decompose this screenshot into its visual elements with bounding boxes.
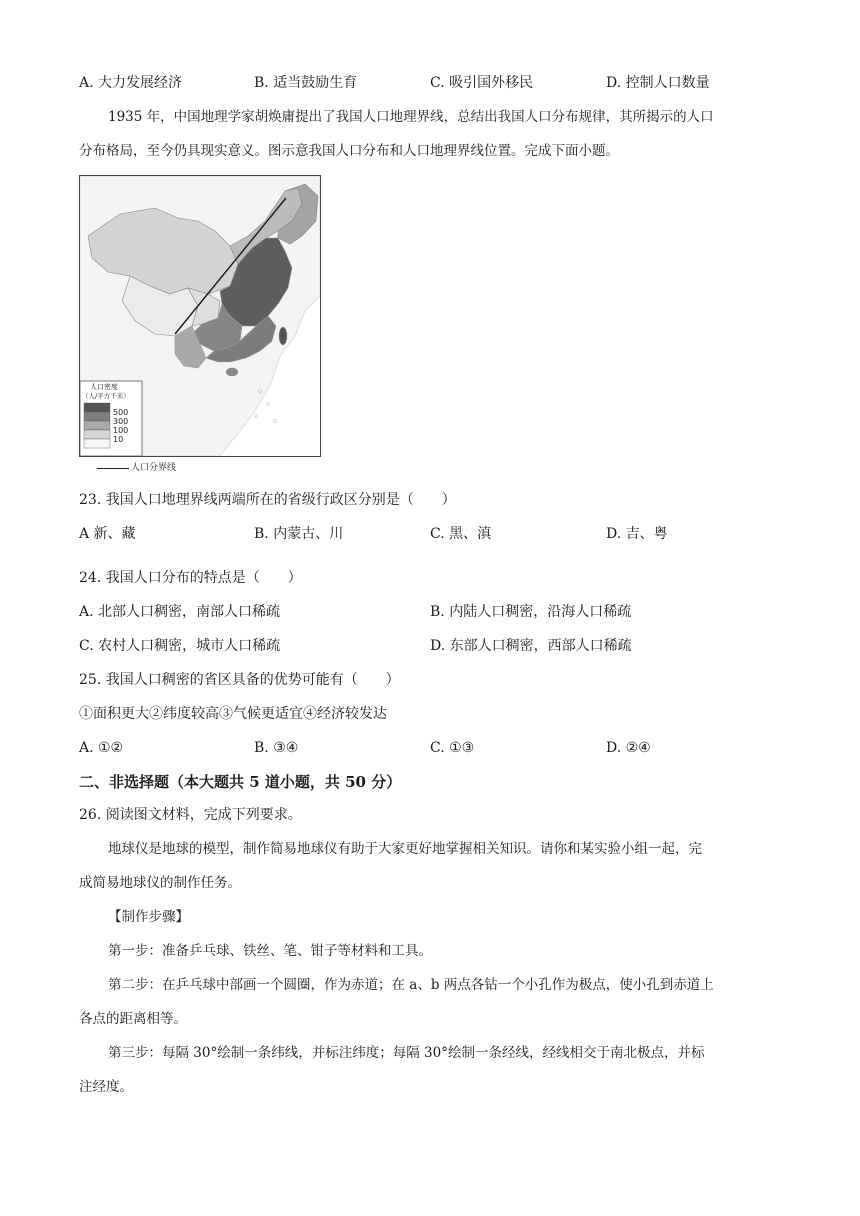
legend-swatch-3 (84, 421, 110, 430)
q26-paragraph-line-2: 成简易地球仪的制作任务。 (79, 875, 241, 891)
q24-option-c: C. 农村人口稠密，城市人口稀疏 (79, 638, 281, 654)
legend-swatch-2 (84, 412, 110, 421)
q24-option-a: A. 北部人口稠密，南部人口稀疏 (79, 604, 281, 620)
legend-swatch-4 (84, 430, 110, 439)
intro-line-1: 1935 年，中国地理学家胡焕庸提出了我国人口地理界线，总结出我国人口分布规律，其所揭示的人口 (108, 109, 714, 125)
legend-level-500: 500 (113, 408, 129, 417)
q24-option-d: D. 东部人口稠密，西部人口稀疏 (430, 638, 632, 654)
q23-option-a: A 新、藏 (79, 526, 136, 542)
legend-line-sample (97, 468, 129, 469)
q26-step-3-line-2: 注经度。 (79, 1079, 133, 1095)
q23-stem: 23. 我国人口地理界线两端所在的省级行政区分别是（ ） (79, 492, 456, 508)
legend-swatch-5 (84, 439, 110, 448)
q25-choices: ①面积更大②纬度较高③气候更适宜④经济较发达 (79, 706, 387, 722)
legend-title-2: （人/平方千米） (82, 392, 130, 400)
china-population-density-map (80, 176, 320, 456)
section2-title: 二、非选择题（本大题共 5 道小题，共 50 分） (79, 773, 402, 791)
intro-line-2: 分布格局，至今仍具现实意义。图示意我国人口分布和人口地理界线位置。完成下面小题。 (79, 143, 619, 159)
region-taiwan (279, 327, 287, 345)
q25-option-b: B. ③④ (254, 740, 299, 756)
q26-steps-title: 【制作步骤】 (108, 909, 189, 925)
q23-option-b: B. 内蒙古、川 (254, 526, 344, 542)
legend-level-100: 100 (113, 426, 129, 435)
q23-option-d: D. 吉、粤 (606, 526, 668, 542)
region-hainan (226, 368, 238, 376)
q25-option-d: D. ②④ (606, 740, 651, 756)
q26-step-2-line-1: 第二步：在乒乓球中部画一个圆圈，作为赤道；在 a、b 两点各钻一个小孔作为极点，使小孔到赤道上 (108, 977, 714, 993)
q22-option-c: C. 吸引国外移民 (430, 75, 534, 91)
q25-option-a: A. ①② (79, 740, 124, 756)
q25-option-c: C. ①③ (430, 740, 475, 756)
q24-stem: 24. 我国人口分布的特点是（ ） (79, 570, 302, 586)
q26-step-2-line-2: 各点的距离相等。 (79, 1011, 187, 1027)
legend-swatch-1 (84, 403, 110, 412)
legend-line-label: 人口分界线 (131, 463, 177, 473)
q22-option-b: B. 适当鼓励生育 (254, 75, 358, 91)
q23-option-c: C. 黑、滇 (430, 526, 492, 542)
q22-option-d: D. 控制人口数量 (606, 75, 710, 91)
q25-stem: 25. 我国人口稠密的省区具备的优势可能有（ ） (79, 672, 400, 688)
q26-paragraph-line-1: 地球仪是地球的模型，制作简易地球仪有助于大家更好地掌握相关知识。请你和某实验小组一起，完 (108, 841, 702, 857)
q22-option-a: A. 大力发展经济 (79, 75, 183, 91)
legend-level-300: 300 (113, 417, 129, 426)
q26-step-3-line-1: 第三步：每隔 30°绘制一条纬线，并标注纬度；每隔 30°绘制一条经线，经线相交于南北极点，并标 (108, 1045, 705, 1061)
q26-step-1: 第一步：准备乒乓球、铁丝、笔、钳子等材料和工具。 (108, 943, 432, 959)
legend-level-10: 10 (113, 435, 124, 444)
q24-option-b: B. 内陆人口稠密，沿海人口稀疏 (430, 604, 632, 620)
legend-title-1: 人口密度 (90, 383, 118, 391)
population-map (79, 175, 321, 457)
q26-stem: 26. 阅读图文材料，完成下列要求。 (79, 807, 302, 823)
